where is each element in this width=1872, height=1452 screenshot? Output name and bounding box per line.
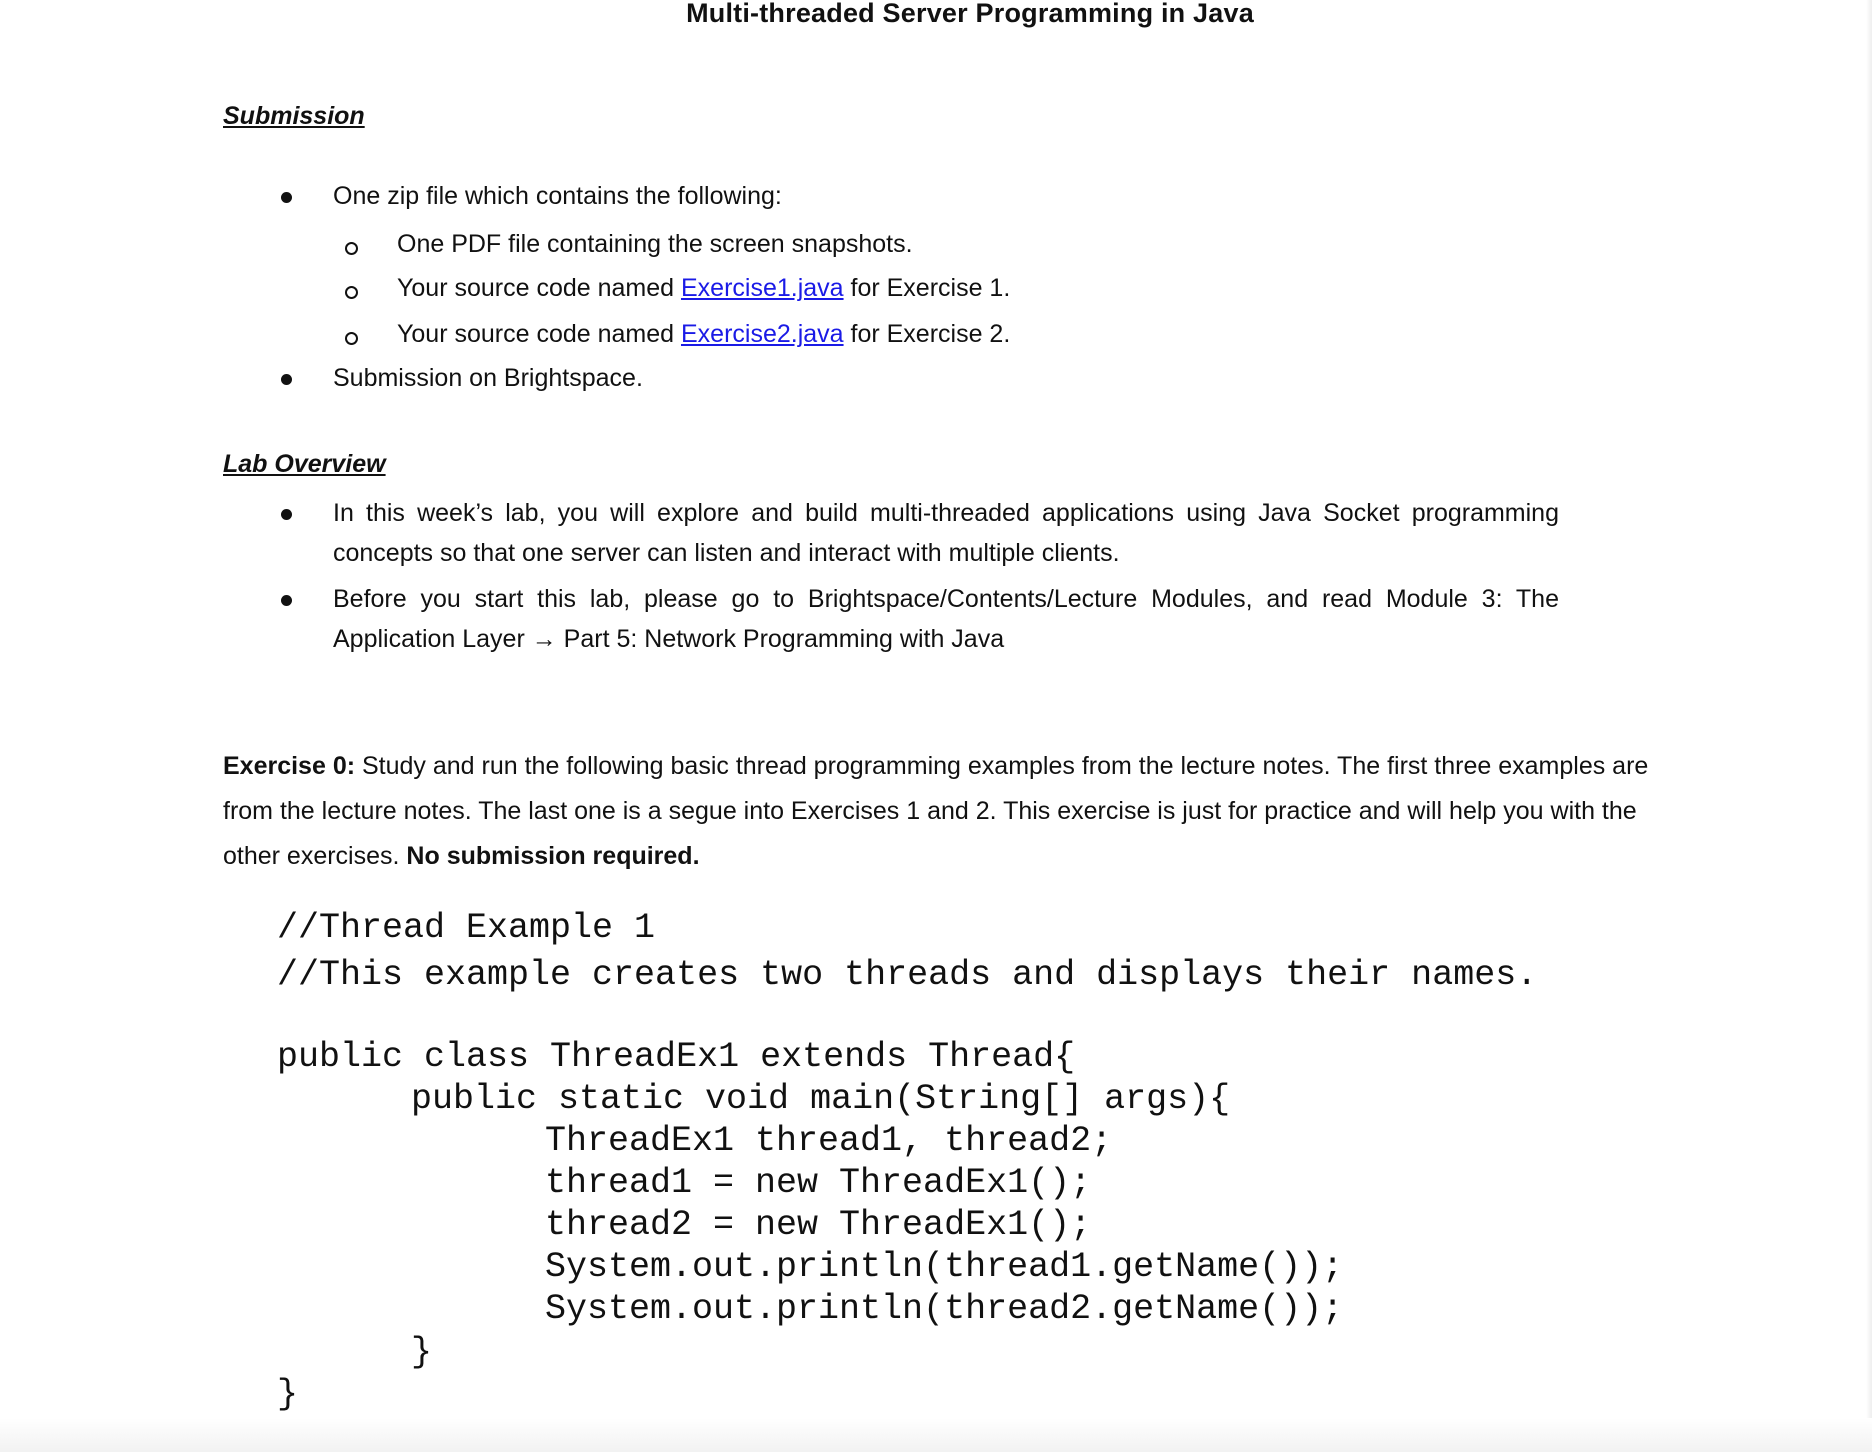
subitem-text: Your source code named	[397, 320, 681, 348]
overview-item: Before you start this lab, please go to Brightspace/Contents/Lecture Modules, and read Module 3: The Application Layer → Part 5: Network Programming with Java	[333, 585, 1559, 653]
bullet-icon	[281, 595, 292, 606]
circle-bullet-icon	[345, 286, 358, 299]
code-line: public static void main(String[] args){	[411, 1079, 1231, 1119]
submission-item: Submission on Brightspace.	[333, 364, 643, 392]
page-edge-shadow	[1866, 0, 1872, 1452]
bullet-icon	[281, 509, 292, 520]
code-line: }	[277, 1374, 299, 1414]
submission-subitem	[397, 320, 1010, 349]
exercise1-link[interactable]: Exercise1.java	[680, 274, 844, 302]
exercise0-text: Study and run the following basic thread programming examples from the lecture notes. The first three examples are from the lecture notes. The last one is a segue into Exercises 1 and 2. This exercise is just for practice and will help you with the other exercises.	[223, 752, 1649, 870]
exercise0-paragraph	[223, 744, 1693, 879]
code-line: //This example creates two threads and displays their names.	[277, 955, 1538, 995]
code-line: }	[411, 1332, 433, 1372]
code-line: thread2 = new ThreadEx1();	[545, 1205, 1092, 1245]
lab-overview-heading: Lab Overview	[223, 450, 386, 478]
submission-item: One zip file which contains the following:	[333, 182, 782, 210]
exercise2-link[interactable]: Exercise2.java	[680, 320, 844, 348]
code-line: public class ThreadEx1 extends Thread{	[277, 1037, 1076, 1077]
submission-heading: Submission	[223, 102, 365, 130]
subitem-text: for Exercise 1.	[843, 274, 1011, 302]
code-line: System.out.println(thread2.getName());	[545, 1289, 1344, 1329]
code-line: ThreadEx1 thread1, thread2;	[545, 1121, 1113, 1161]
code-line: //Thread Example 1	[277, 908, 656, 948]
overview-item: In this week’s lab, you will explore and build multi-threaded applications using Java Socket programming concepts so that one server can listen and interact with multiple clients.	[333, 499, 1559, 567]
subitem-text: for Exercise 2.	[843, 320, 1011, 348]
code-line: thread1 = new ThreadEx1();	[545, 1163, 1092, 1203]
code-line: System.out.println(thread1.getName());	[545, 1247, 1344, 1287]
bullet-icon	[281, 374, 292, 385]
document-title: Multi-threaded Server Programming in Java	[686, 0, 1254, 28]
circle-bullet-icon	[345, 332, 358, 345]
exercise0-label: Exercise 0:	[223, 752, 356, 780]
no-submission-note: No submission required.	[406, 842, 700, 870]
subitem-text: Your source code named	[397, 274, 681, 302]
subitem-text: One PDF file containing the screen snapshots.	[397, 230, 913, 258]
bullet-icon	[281, 192, 292, 203]
page-bottom-shadow	[0, 1418, 1872, 1452]
circle-bullet-icon	[345, 242, 358, 255]
submission-subitem	[397, 274, 1010, 303]
submission-subitem	[397, 230, 913, 259]
